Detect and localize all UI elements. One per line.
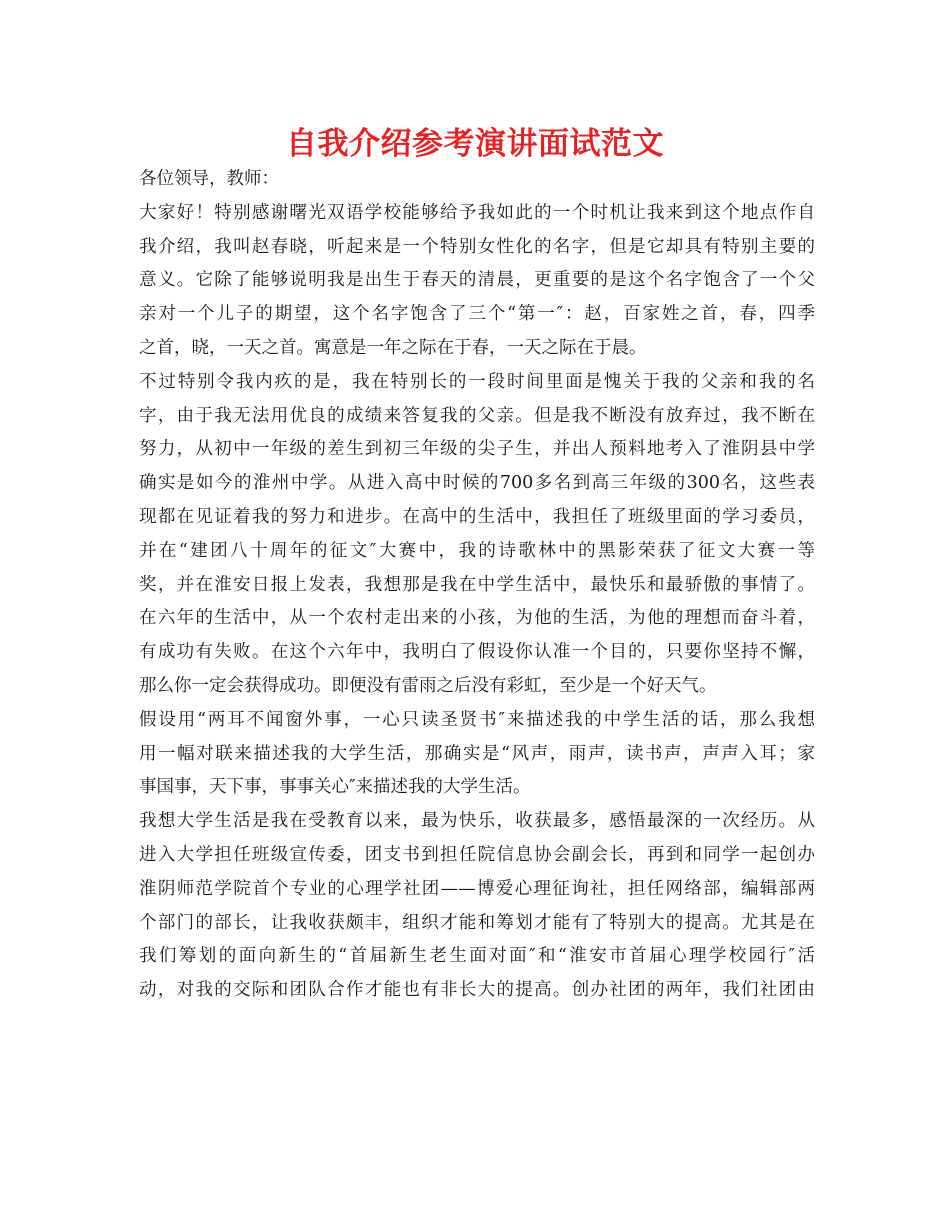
text-line: 大家好！特别感谢曙光双语学校能够给予我如此的一个时机让我来到这个地点作自 — [139, 202, 815, 223]
text-line: 那么你一定会获得成功。即便没有雷雨之后没有彩虹，至少是一个好天气。 — [139, 675, 717, 696]
text-line: 淮阴师范学院首个专业的心理学社团——博爱心理征询社，担任网络部，编辑部两 — [139, 878, 815, 899]
text-line: 各位领导，教师： — [139, 169, 279, 189]
text-line: 我们筹划的面向新生的“首届新生老生面对面″和“淮安市首届心理学校园行″活 — [139, 946, 815, 967]
text-line: 事国事，天下事，事事关心″来描述我的大学生活。 — [139, 777, 531, 798]
text-line: 动，对我的交际和团队合作才能也有非长大的提高。创办社团的两年，我们社团由 — [139, 980, 815, 1001]
text-line: 不过特别令我内疚的是，我在特别长的一段时间里面是愧关于我的父亲和我的名 — [139, 371, 815, 392]
text-line: 有成功有失败。在这个六年中，我明白了假设你认准一个目的，只要你坚持不懈， — [139, 642, 815, 663]
document-title: 自我介绍参考演讲面试范文 — [286, 126, 664, 162]
text-line: 我介绍，我叫赵春晓，听起来是一个特别女性化的名字，但是它却具有特别主要的 — [139, 236, 815, 257]
text-line: 确实是如今的淮州中学。从进入高中时候的700多名到高三年级的300名，这些表 — [139, 473, 815, 494]
text-line: 进入大学担任班级宣传委，团支书到担任院信息协会副会长，再到和同学一起创办 — [139, 844, 815, 865]
text-line: 意义。它除了能够说明我是出生于春天的清晨，更重要的是这个名字饱含了一个父 — [139, 270, 815, 291]
text-line: 用一幅对联来描述我的大学生活，那确实是“风声，雨声，读书声，声声入耳；家 — [139, 743, 815, 764]
text-line: 亲对一个儿子的期望，这个名字饱含了三个“第一″：赵，百家姓之首，春，四季 — [139, 304, 815, 325]
text-line: 字，由于我无法用优良的成绩来答复我的父亲。但是我不断没有放弃过，我不断在 — [139, 405, 815, 426]
text-line: 之首，晓，一天之首。寓意是一年之际在于春，一天之际在于晨。 — [139, 337, 647, 358]
document-body — [139, 163, 815, 1008]
text-line: 并在“建团八十周年的征文″大赛中，我的诗歌林中的黑影荣获了征文大赛一等 — [139, 540, 815, 561]
text-line: 努力，从初中一年级的差生到初三年级的尖子生，并出人预料地考入了淮阴县中学 — [139, 439, 815, 460]
text-line: 在六年的生活中，从一个农村走出来的小孩，为他的生活，为他的理想而奋斗着， — [139, 608, 815, 629]
text-line: 现都在见证着我的努力和进步。在高中的生活中，我担任了班级里面的学习委员， — [139, 506, 815, 527]
text-line: 假设用“两耳不闻窗外事，一心只读圣贤书″来描述我的中学生活的话，那么我想 — [139, 709, 815, 730]
text-line: 奖，并在淮安日报上发表，我想那是我在中学生活中，最快乐和最骄傲的事情了。 — [139, 574, 815, 595]
text-line: 个部门的部长，让我收获颇丰，组织才能和筹划才能有了特别大的提高。尤其是在 — [139, 912, 815, 933]
text-line: 我想大学生活是我在受教育以来，最为快乐，收获最多，感悟最深的一次经历。从 — [139, 811, 815, 832]
